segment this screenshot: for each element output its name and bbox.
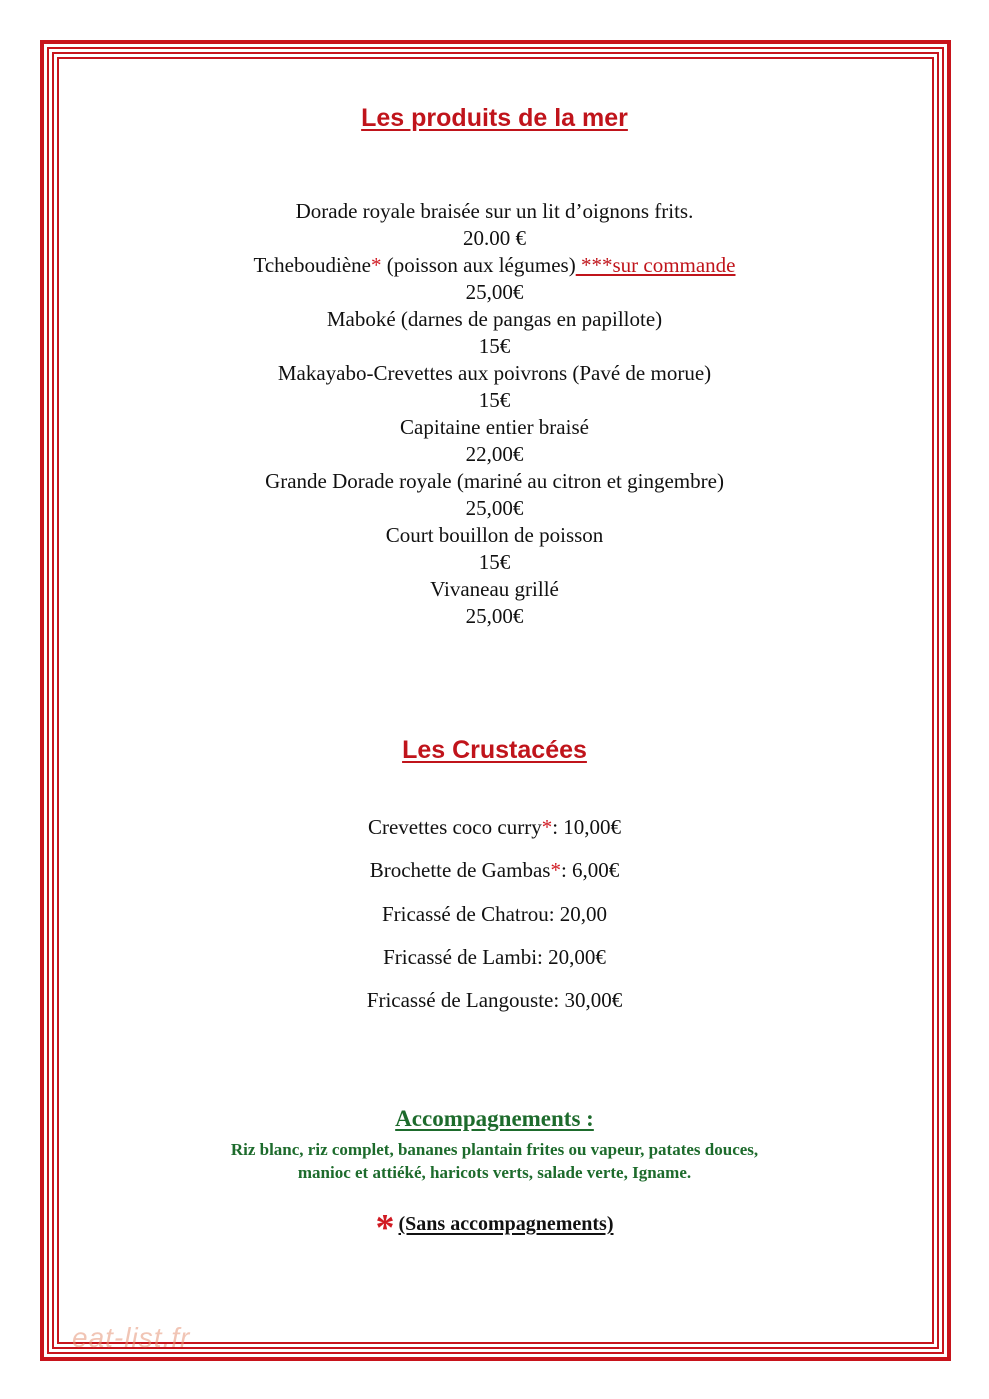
menu-text: 22,00€: [465, 442, 524, 466]
menu-text: : 6,00€: [560, 858, 620, 883]
menu-line: [0, 576, 989, 603]
accompagnements-line-2: manioc et attiéké, haricots verts, salade verte, Igname.: [297, 1163, 692, 1182]
asterisk-mark: *: [541, 815, 553, 839]
accompagnements-line-1: Riz blanc, riz complet, bananes plantain frites ou vapeur, patates douces,: [230, 1140, 759, 1159]
menu-line: [0, 414, 989, 441]
menu-text: Brochette de Gambas: [369, 858, 551, 883]
menu-line: [0, 441, 989, 468]
menu-text: Tcheboudiène: [253, 253, 371, 277]
menu-line: [0, 279, 989, 306]
order-note: ***sur commande: [575, 253, 736, 277]
menu-line: [0, 198, 989, 225]
section-title-crustacees: Les Crustacées: [402, 736, 587, 764]
menu-list-crustacees: [0, 812, 989, 1028]
menu-text: Vivaneau grillé: [430, 577, 559, 601]
menu-text: Maboké (darnes de pangas en papillote): [326, 307, 663, 331]
menu-text: Capitaine entier braisé: [400, 415, 589, 439]
note-text: (Sans accompagnements): [398, 1213, 614, 1235]
menu-line: [0, 333, 989, 360]
asterisk-mark: *: [550, 858, 561, 883]
menu-text: 25,00€: [465, 280, 524, 304]
menu-line: [0, 985, 989, 1028]
menu-text: : 10,00€: [552, 815, 622, 839]
menu-text: 15€: [478, 388, 511, 412]
accompagnements-title: Accompagnements :: [395, 1106, 594, 1131]
menu-line: [0, 812, 989, 855]
menu-text: Court bouillon de poisson: [385, 523, 604, 547]
sans-accompagnements-note: [0, 1206, 989, 1250]
menu-line: [0, 387, 989, 414]
note-asterisk: *: [375, 1207, 395, 1249]
menu-line: [0, 468, 989, 495]
menu-text: Crevettes coco curry: [367, 815, 542, 839]
menu-text: 25,00€: [465, 496, 524, 520]
menu-text: Dorade royale braisée sur un lit d’oignons frits.: [295, 199, 694, 223]
asterisk-mark: *: [370, 253, 382, 277]
menu-line: [0, 225, 989, 252]
menu-line: [0, 899, 989, 942]
menu-text: Fricassé de Lambi: 20,00€: [383, 944, 606, 969]
menu-line: [0, 603, 989, 630]
menu-line: [0, 855, 989, 898]
menu-text: 15€: [478, 550, 511, 574]
menu-text: Fricassé de Langouste: 30,00€: [366, 988, 623, 1013]
section-title-mer: Les produits de la mer: [361, 104, 628, 132]
menu-line: [0, 522, 989, 549]
menu-text: Grande Dorade royale (mariné au citron et gingembre): [265, 469, 724, 493]
watermark-logo: eat-list.fr: [72, 1322, 191, 1353]
menu-text: Makayabo-Crevettes aux poivrons (Pavé de morue): [277, 361, 712, 385]
menu-text: 25,00€: [465, 604, 524, 628]
menu-line: [0, 942, 989, 985]
menu-line: [0, 549, 989, 576]
menu-list-mer: [0, 198, 989, 630]
menu-text: 15€: [478, 334, 511, 358]
menu-line: [0, 306, 989, 333]
accompagnements-text: [0, 1138, 989, 1184]
menu-line: [0, 360, 989, 387]
menu-text: (poisson aux légumes): [381, 253, 576, 277]
menu-line: [0, 252, 989, 279]
menu-line: [0, 495, 989, 522]
menu-text: 20.00 €: [463, 226, 526, 250]
menu-text: Fricassé de Chatrou: 20,00: [381, 901, 608, 926]
